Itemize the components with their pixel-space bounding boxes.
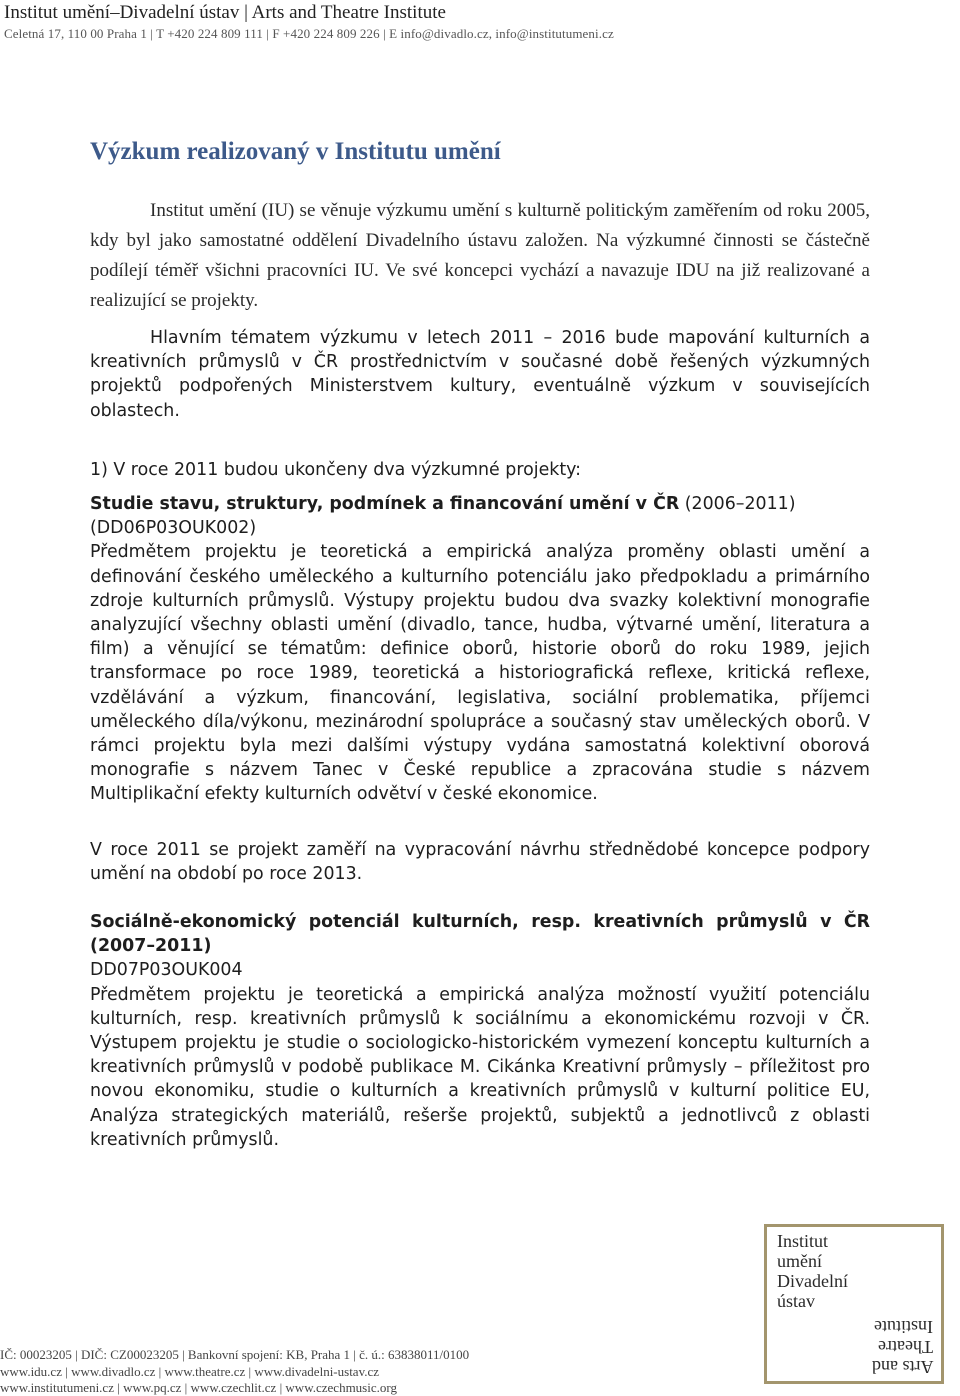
list-item-1: 1) V roce 2011 budou ukončeny dva výzkumné projekty: <box>90 460 582 480</box>
footer-company-info: IČ: 00023205 | DIČ: CZ00023205 | Bankovní spojení: KB, Praha 1 | č. ú.: 63838011/0100 <box>0 1347 470 1362</box>
main-topic-paragraph: Hlavním tématem výzkumu v letech 2011 – 2016 bude mapování kulturních a kreativních průmyslů v ČR prostřednictvím v současné době řešených výzkumných projektů podpořených Ministerstvem kultury, eventuálně výzkum v souvisejících oblastech. <box>90 328 870 421</box>
project1-years: (2006–2011) <box>679 494 796 514</box>
logo-cz-1: Institut <box>777 1231 829 1251</box>
header-title: Institut umění–Divadelní ústav | Arts and Theatre Institute <box>4 2 446 23</box>
logo-en-1: Arts and <box>871 1357 933 1377</box>
logo-en-2: Theatre <box>878 1337 933 1357</box>
logo-en-3: Institute <box>874 1317 933 1337</box>
project1-extra-section <box>90 838 870 886</box>
list-section <box>90 458 870 482</box>
intro-paragraph: Institut umění (IU) se věnuje výzkumu umění s kulturně politickým zaměřením od roku 2005, kdy byl jako samostatné oddělení Divadelního ústavu založen. Na výzkumné činnosti se částečně podílejí téměř všichni pracovníci IU. Ve své koncepci vychází a navazuje IDU na již realizované a realizující se projekty. <box>90 200 870 311</box>
institute-logo <box>764 1224 944 1384</box>
footer-websites-2: www.institutumeni.cz | www.pq.cz | www.czechlit.cz | www.czechmusic.org <box>0 1380 397 1395</box>
project2-text: Předmětem projektu je teoretická a empirická analýza možností využití potenciálu kulturních, resp. kreativních průmyslů k sociálnímu a ekonomickému rozvoji v ČR. Výstupem projektu je studie o sociologicko-historickém vymezení konceptu kulturních a kreativních průmyslů v podobě publikace M. Cikánka Kreativní průmysly – příležitost pro novou ekonomiku, studie o kulturních a kreativních průmyslů v kulturní politice EU, Analýza strategických materiálů, rešerše projektů, subjektů a jednotlivců z oblasti kreativních průmyslů. <box>90 984 870 1150</box>
project1-code: (DD06P03OUK002) <box>90 518 257 539</box>
project1-extra: V roce 2011 se projekt zaměří na vypracování návrhu střednědobé koncepce podpory umění na období po roce 2013. <box>90 840 870 885</box>
project1-title: Studie stavu, struktury, podmínek a financování umění v ČR <box>90 494 680 514</box>
project1-section <box>90 492 870 807</box>
logo-cz-4: ústav <box>777 1291 815 1311</box>
logo-cz-3: Divadelní <box>777 1271 848 1291</box>
project1-text: Předmětem projektu je teoretická a empirická analýza proměny oblasti umění a definování českého uměleckého a kulturního potenciálu jako předpokladu a primárního zdroje kulturních průmyslů. Výstupy projektu budou dva svazky kolektivní monografie analyzující všechny oblasti umění (divadlo, tance, hudba, výtvarné umění, literatura a film) a věnující se tématům: definice oborů, historie oborů do roku 1989, jejich transformace po roce 1989, teoretická a historiografická reflexe, kritická reflexe, vzdělávání a výzkum, financování, legislativa, sociální problematika, příjemci uměleckého díla/výkonu, mezinárodní spolupráce a současný stav uměleckých oborů. V rámci projektu byla mezi dalšími výstupy vydána samostatná kolektivní oborová monografie s názvem Tanec v České republice a zpracována studie s názvem Multiplikační efekty kulturních odvětví v české ekonomice. <box>90 542 870 805</box>
project2-code: DD07P03OUK004 <box>90 960 243 981</box>
page-title: Výzkum realizovaný v Institutu umění <box>90 138 501 165</box>
header-contacts: Celetná 17, 110 00 Praha 1 | T +420 224 809 111 | F +420 224 809 226 | E info@divadlo.cz, info@institutumeni.cz <box>4 26 614 41</box>
intro-section <box>90 196 870 316</box>
main-topic-section <box>90 326 870 423</box>
logo-cz-2: umění <box>777 1251 822 1271</box>
project2-section <box>90 910 870 1152</box>
project2-title: Sociálně-ekonomický potenciál kulturních, resp. kreativních průmyslů v ČR (2007–2011) <box>90 912 870 957</box>
footer-websites-1: www.idu.cz | www.divadlo.cz | www.theatre.cz | www.divadelni-ustav.cz <box>0 1364 380 1379</box>
